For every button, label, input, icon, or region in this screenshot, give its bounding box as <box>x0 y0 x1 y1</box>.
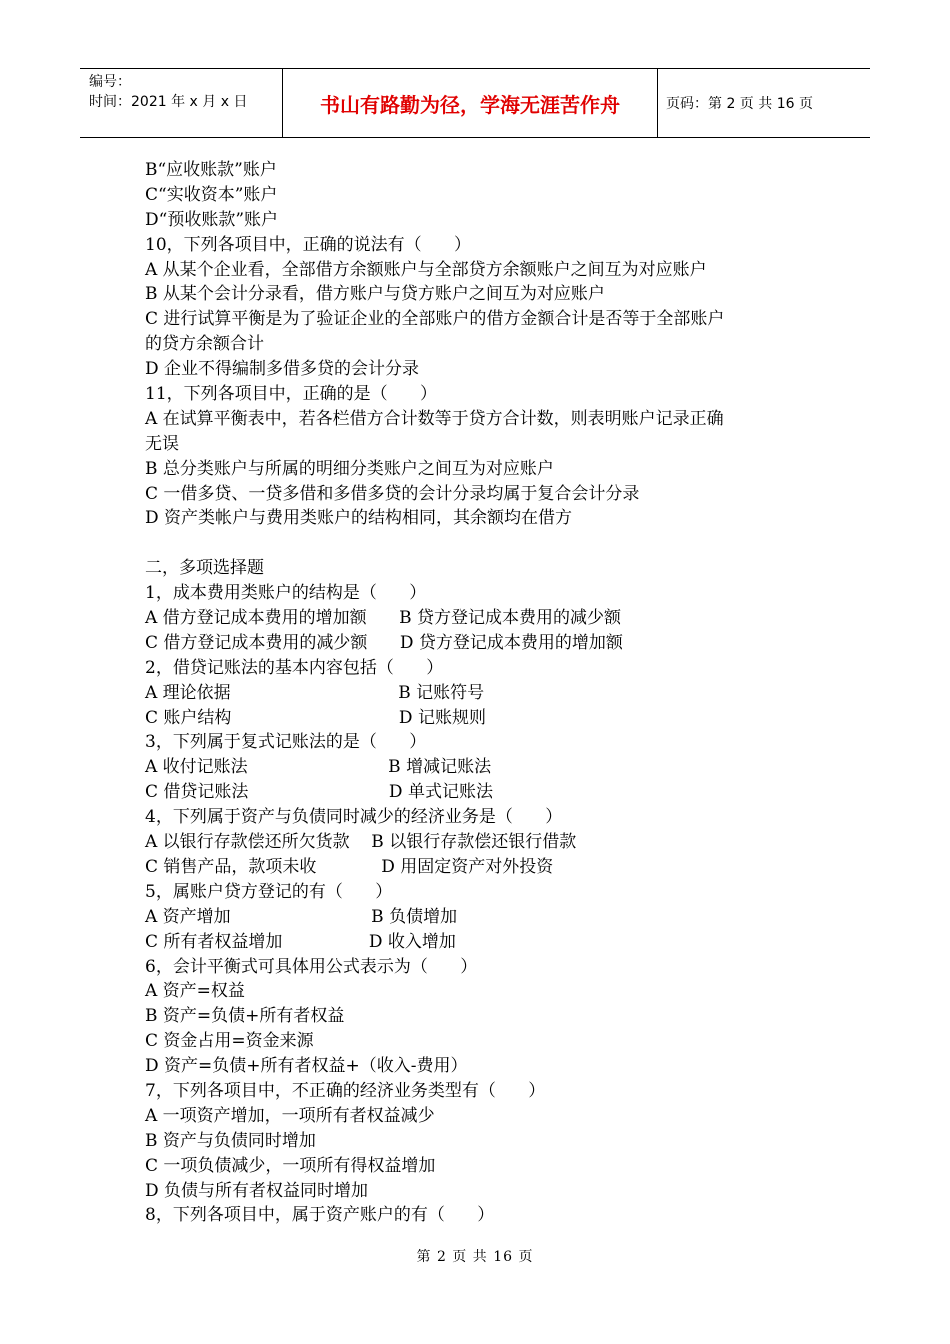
text-line: C 进行试算平衡是为了验证企业的全部账户的借方金额合计是否等于全部账户 <box>145 309 725 330</box>
text-line: 8，下列各项目中，属于资产账户的有（ ） <box>145 1205 495 1226</box>
text-line: B 从某个会计分录看，借方账户与贷方账户之间互为对应账户 <box>145 284 605 305</box>
text-line: D 资产=负债+所有者权益+（收入-费用） <box>145 1056 468 1077</box>
text-line: A 理论依据 B 记账符号 <box>145 682 485 703</box>
text-line: C 销售产品，款项未收 D 用固定资产对外投资 <box>145 856 554 877</box>
text-line: 10，下列各项目中，正确的说法有（ ） <box>145 234 472 255</box>
text-line: B 总分类账户与所属的明细分类账户之间互为对应账户 <box>145 458 554 479</box>
text-line: 的贷方余额合计 <box>145 334 264 355</box>
text-line: C 借贷记账法 D 单式记账法 <box>145 782 493 803</box>
text-line: 11，下列各项目中，正确的是（ ） <box>145 384 438 405</box>
header-motto: 书山有路勤为径，学海无涯苦作舟 <box>282 69 658 137</box>
text-line: A 借方登记成本费用的增加额 B 贷方登记成本费用的减少额 <box>145 608 621 629</box>
text-line: D“预收账款”账户 <box>145 209 279 230</box>
text-line: 7，下列各项目中，不正确的经济业务类型有（ ） <box>145 1080 546 1101</box>
document-body <box>145 158 825 1228</box>
text-line: C“实收资本”账户 <box>145 184 278 205</box>
text-line: A 收付记账法 B 增减记账法 <box>145 757 492 778</box>
text-line: 二，多项选择题 <box>145 558 264 579</box>
text-line: C 借方登记成本费用的减少额 D 贷方登记成本费用的增加额 <box>145 632 623 653</box>
text-line: 1，成本费用类账户的结构是（ ） <box>145 583 427 604</box>
text-line: C 一项负债减少，一项所有得权益增加 <box>145 1155 436 1176</box>
number-label: 编号： <box>89 74 131 90</box>
page-header <box>80 68 870 138</box>
text-line: 6，会计平衡式可具体用公式表示为（ ） <box>145 956 478 977</box>
text-line: 3，下列属于复式记账法的是（ ） <box>145 732 427 753</box>
text-line: C 所有者权益增加 D 收入增加 <box>145 931 456 952</box>
text-line: A 一项资产增加，一项所有者权益减少 <box>145 1105 435 1126</box>
text-line: C 一借多贷、一贷多借和多借多贷的会计分录均属于复合会计分录 <box>145 483 640 504</box>
text-line: D 企业不得编制多借多贷的会计分录 <box>145 359 420 380</box>
text-line: C 资金占用=资金来源 <box>145 1031 314 1052</box>
text-line: 2，借贷记账法的基本内容包括（ ） <box>145 657 444 678</box>
time-label: 时间：2021 年 x 月 x 日 <box>89 94 248 110</box>
text-line: B 资产=负债+所有者权益 <box>145 1006 345 1027</box>
text-line: A 以银行存款偿还所欠货款 B 以银行存款偿还银行借款 <box>145 832 577 853</box>
text-line: D 负债与所有者权益同时增加 <box>145 1180 369 1201</box>
text-line: 无误 <box>145 433 179 454</box>
header-meta <box>80 69 282 137</box>
text-line: C 账户结构 D 记账规则 <box>145 707 486 728</box>
text-line: A 从某个企业看，全部借方余额账户与全部贷方余额账户之间互为对应账户 <box>145 259 707 280</box>
text-line: 4，下列属于资产与负债同时减少的经济业务是（ ） <box>145 807 563 828</box>
page-footer: 第 2 页 共 16 页 <box>416 1249 534 1265</box>
text-line: 5，属账户贷方登记的有（ ） <box>145 881 393 902</box>
text-line: A 资产增加 B 负债增加 <box>145 906 458 927</box>
text-line: A 资产=权益 <box>145 981 245 1002</box>
text-line: A 在试算平衡表中，若各栏借方合计数等于贷方合计数，则表明账户记录正确 <box>145 408 724 429</box>
text-line: B 资产与负债同时增加 <box>145 1130 316 1151</box>
text-line: B“应收账款”账户 <box>145 160 277 180</box>
blank-line <box>145 531 825 556</box>
header-page-code: 页码：第 2 页 共 16 页 <box>666 96 813 112</box>
text-line: D 资产类帐户与费用类账户的结构相同，其余额均在借方 <box>145 508 573 529</box>
